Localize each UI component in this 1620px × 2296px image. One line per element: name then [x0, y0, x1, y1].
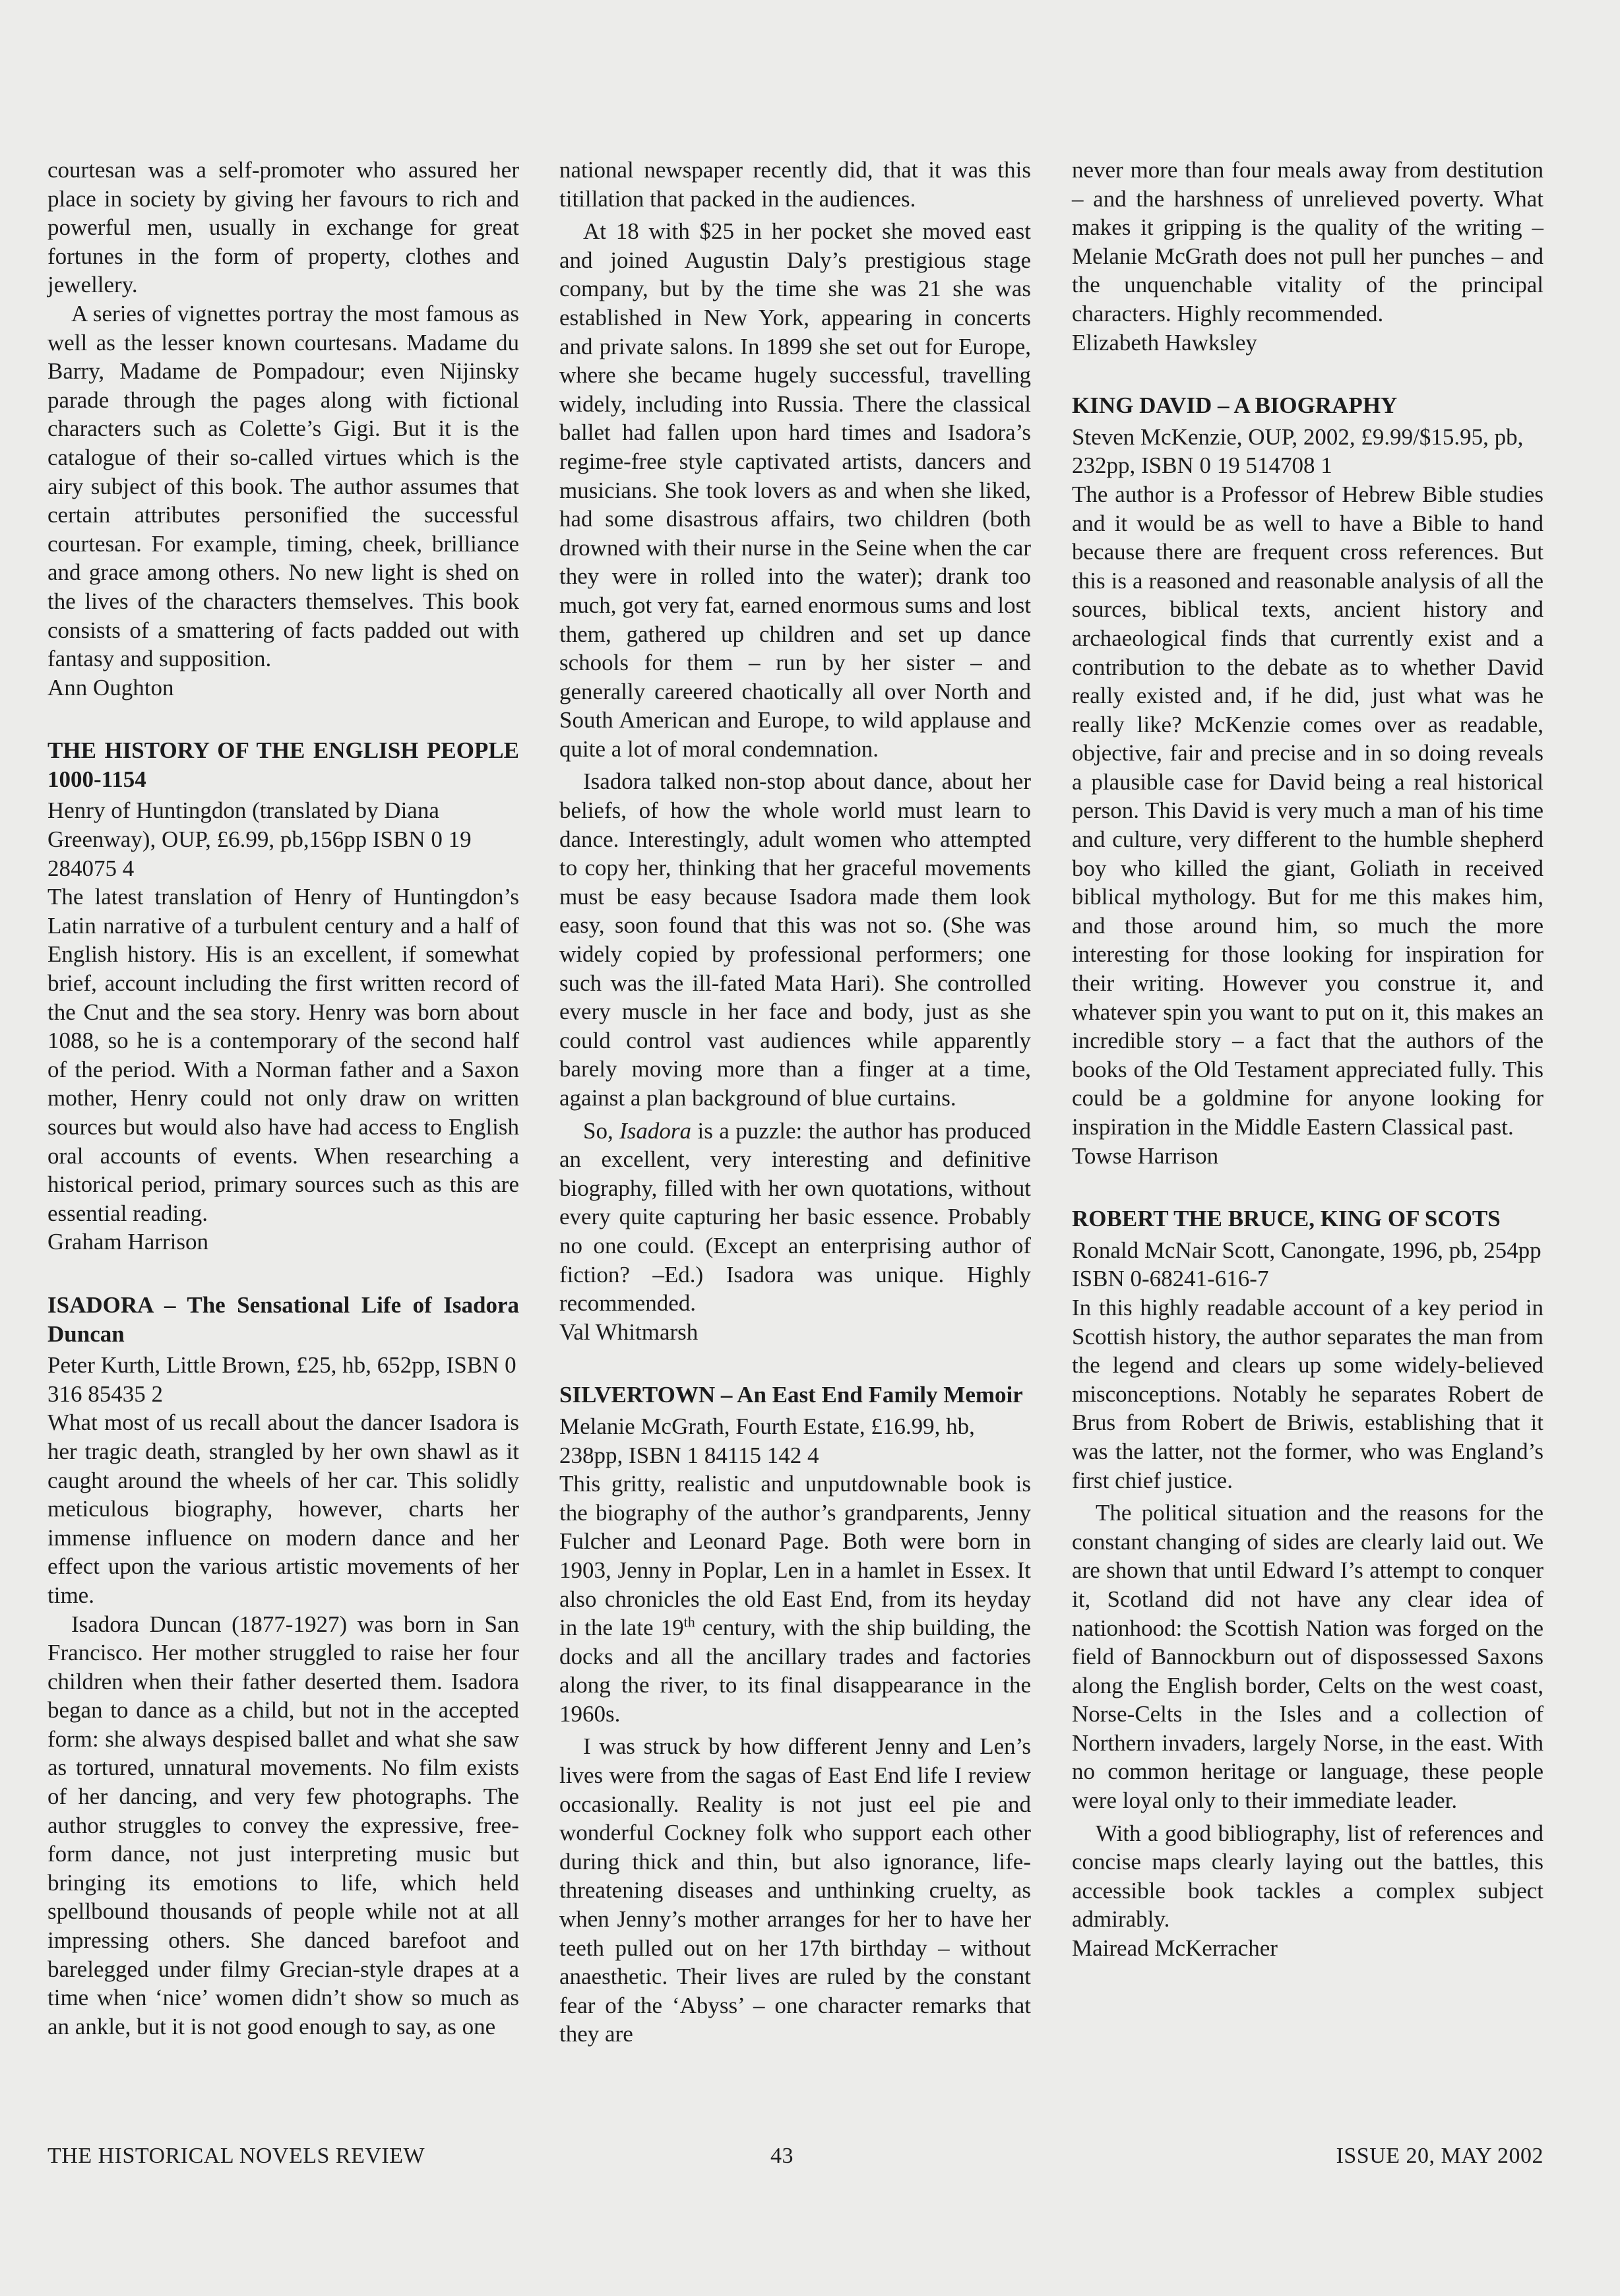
reviewer-name: Ann Oughton [47, 674, 174, 700]
review-title: KING DAVID – A BIOGRAPHY [1072, 392, 1398, 419]
paragraph: The author is a Professor of Hebrew Bible studies and it would be as well to have a Bible to hand because there are frequent cross references. But this is a reasoned and reasonable analysis of all the sources, biblical texts, ancient history and archaeological finds that currently exist and a contribution to the debate as to whether David really existed and, if he did, just what was he really like? McKenzie comes over as readable, objective, fair and precise and in so doing reveals a plausible case for David being a real historical person. This David is very much a man of his time and culture, very different to the humble shepherd boy who killed the giant, Goliath in received biblical mythology. But for me this makes him, and those around him, so much the more interesting for those looking for inspiration for their writing. However you construe it, and whatever spin you want to put on it, this makes an incredible story – a fact that the authors of the books of the Old Testament appreciated fully. This could be a goldmine for anyone looking for inspiration in the Middle Eastern Classical past. [1072, 481, 1543, 1140]
paragraph: The latest translation of Henry of Huntingdon’s Latin narrative of a turbulent century and a half of English history. His is an excellent, if somewhat brief, account including the first written record of the Cnut and the sea story. Henry was born about 1088, so he is a contemporary of the second half of the period. With a Norman father and a Saxon mother, Henry could not only draw on written sources but would also have had access to English oral accounts of events. When researching a historical period, primary sources such as this are essential reading. [47, 884, 519, 1226]
paragraph: What most of us recall about the dancer Isadora is her tragic death, strangled by her own shawl as it caught around the wheels of her car. This solidly meticulous biography, however, charts her immense influence on modern dance and her effect upon the various artistic movements of her time. [47, 1410, 519, 1608]
page-footer [47, 2144, 1543, 2169]
reviewer-name: Elizabeth Hawksley [1072, 329, 1257, 356]
paragraph: courtesan was a self-promoter who assured her place in society by giving her favours to rich and powerful men, usually in exchange for great fortunes in the form of property, clothes and jewellery. [47, 157, 519, 298]
reviewer-name: Graham Harrison [47, 1229, 208, 1255]
column-right [1072, 156, 1543, 1963]
paragraph: With a good bibliography, list of references and concise maps clearly laying out the battles, this accessible book tackles a complex subject admirably. [1072, 1820, 1543, 1933]
column-left [47, 156, 519, 2041]
paragraph: Isadora talked non-stop about dance, about her beliefs, of how the whole world must learn to dance. Interestingly, adult women who attempted to copy her, thinking that her graceful movements must be easy because Isadora made them look easy, soon found that this was not so. (She was widely copied by professional performers; one such was the ill-fated Mata Hari). She controlled every muscle in her face and body, just as she could control vast audiences while apparently barely moving more than a finger at a time, against a plan background of blue curtains. [559, 768, 1031, 1111]
paragraph: Isadora Duncan (1877-1927) was born in San Francisco. Her mother struggled to raise her four children when their father deserted them. Isadora began to dance as a child, but not in the accepted form: she always despised ballet and what she saw as tortured, unnatural movements. No film exists of her dancing, and very few photographs. The author struggles to convey the expressive, free-form dance, not just interpreting music but bringing its emotions to life, which held spellbound thousands of people while not at all impressing others. She danced barefoot and barelegged under filmy Grecian-style drapes at a time when ‘nice’ women didn’t show so much as an ankle, but it is not good enough to say, as one [47, 1611, 519, 2039]
text-run: This gritty, realistic and unputdownable book is the biography of the author’s grandparents, Jenny Fulcher and Leonard Page. Both were born in 1903, Jenny in Poplar, Len in a hamlet in Essex. It also chronicles the old East End, from its heyday in the late 19 [559, 1471, 1031, 1641]
book-title-italic: Isadora [619, 1117, 692, 1144]
column-middle [559, 156, 1031, 2049]
text-run: century, with the ship building, the docks and all the ancillary trades and factories along the river, to its final disappearance in the 1960s. [559, 1615, 1031, 1727]
paragraph: never more than four meals away from destitution – and the harshness of unrelieved poverty. What makes it gripping is the quality of the writing – Melanie McGrath does not pull her punches – and the unquenchable vitality of the principal characters. Highly recommended. [1072, 157, 1543, 326]
superscript: th [683, 1613, 695, 1630]
text-run: So, [583, 1117, 620, 1144]
paragraph: I was struck by how different Jenny and Len’s lives were from the sagas of East End life I review occasionally. Reality is not just eel pie and wonderful Cockney folk who support each other during thick and thin, but also ignorance, life-threatening diseases and unthinking cruelty, as when Jenny’s mother arranges for her to have her teeth pulled out on her 17th birthday – without anaesthetic. Their lives are ruled by the constant fear of the ‘Abyss’ – one character remarks that they are [559, 1733, 1031, 2047]
paragraph: In this highly readable account of a key period in Scottish history, the author separates the man from the legend and clears up some widely-believed misconceptions. Notably he separates Robert de Brus from Robert de Briwis, establishing that it was the latter, not the former, who was England’s first chief justice. [1072, 1294, 1543, 1493]
reviewer-name: Mairead McKerracher [1072, 1935, 1278, 1962]
paragraph: The political situation and the reasons for the constant changing of sides are clearly laid out. We are shown that until Edward I’s attempt to conquer it, Scotland did not have any clear idea of nationhood: the Scottish Nation was forged on the field of Bannockburn out of dispossessed Saxons along the English border, Celts on the west coast, Norse-Celts in the Isles and a collection of Northern invaders, largely Norse, in the east. With no common heritage or language, these people were loyal only to their immediate leader. [1072, 1500, 1543, 1814]
reviewer-name: Val Whitmarsh [559, 1319, 699, 1345]
issue-date: ISSUE 20, MAY 2002 [1336, 2144, 1543, 2168]
publication-details: Peter Kurth, Little Brown, £25, hb, 652pp, ISBN 0 316 85435 2 [47, 1352, 516, 1407]
publication-details: Melanie McGrath, Fourth Estate, £16.99, hb, 238pp, ISBN 1 84115 142 4 [559, 1413, 975, 1468]
page-number: 43 [770, 2144, 794, 2168]
paragraph: national newspaper recently did, that it was this titillation that packed in the audiences. [559, 157, 1031, 212]
reviewer-name: Towse Harrison [1072, 1142, 1219, 1169]
text-run: is a puzzle: the author has produced an excellent, very interesting and definitive biography, filled with her own quotations, without every quite capturing her basic essence. Probably no one could. (Except an enterprising author of fiction? –Ed.) Isadora was unique. Highly recommended. [559, 1117, 1031, 1317]
publication-details: Steven McKenzie, OUP, 2002, £9.99/$15.95, pb, 232pp, ISBN 0 19 514708 1 [1072, 423, 1524, 479]
paragraph: At 18 with $25 in her pocket she moved east and joined Augustin Daly’s prestigious stage company, but by the time she was 21 she was established in New York, appearing in concerts and private salons. In 1899 she set out for Europe, where she became hugely successful, travelling widely, including into Russia. There the classical ballet had fallen upon hard times and Isadora’s regime-free style captivated artists, dancers and musicians. She took lovers as and when she liked, had some disastrous affairs, two children (both drowned with their nurse in the Seine when the car they were in rolled into the water); drank too much, got very fat, earned enormous sums and lost them, gathered up children and set up dance schools for them – run by her sister – and generally careered chaotically all over North and South American and Europe, to wild applause and quite a lot of moral condemnation. [559, 218, 1031, 762]
publication-details: Ronald McNair Scott, Canongate, 1996, pb, 254pp ISBN 0-68241-616-7 [1072, 1237, 1542, 1292]
publication-details: Henry of Huntingdon (translated by Diana Greenway), OUP, £6.99, pb,156pp ISBN 0 19 284075 4 [47, 797, 472, 881]
paragraph [559, 1470, 1031, 1728]
paragraph: A series of vignettes portray the most famous as well as the lesser known courtesans. Madame du Barry, Madame de Pompadour; even Nijinsky parade through the pages along with fictional characters such as Colette’s Gigi. But it is the catalogue of their so-called virtues which is the airy subject of this book. The author assumes that certain attributes personified the successful courtesan. For example, timing, cheek, brilliance and grace among others. No new light is shed on the lives of the characters themselves. This book consists of a smattering of facts padded out with fantasy and supposition. [47, 300, 519, 672]
paragraph [559, 1117, 1031, 1318]
review-title: SILVERTOWN – An East End Family Memoir [559, 1382, 1023, 1408]
review-title: ROBERT THE BRUCE, KING OF SCOTS [1072, 1206, 1501, 1232]
review-title: THE HISTORY OF THE ENGLISH PEOPLE 1000-1154 [47, 737, 519, 792]
publication-name: THE HISTORICAL NOVELS REVIEW [47, 2144, 425, 2168]
review-title: ISADORA – The Sensational Life of Isadora Duncan [47, 1291, 519, 1347]
